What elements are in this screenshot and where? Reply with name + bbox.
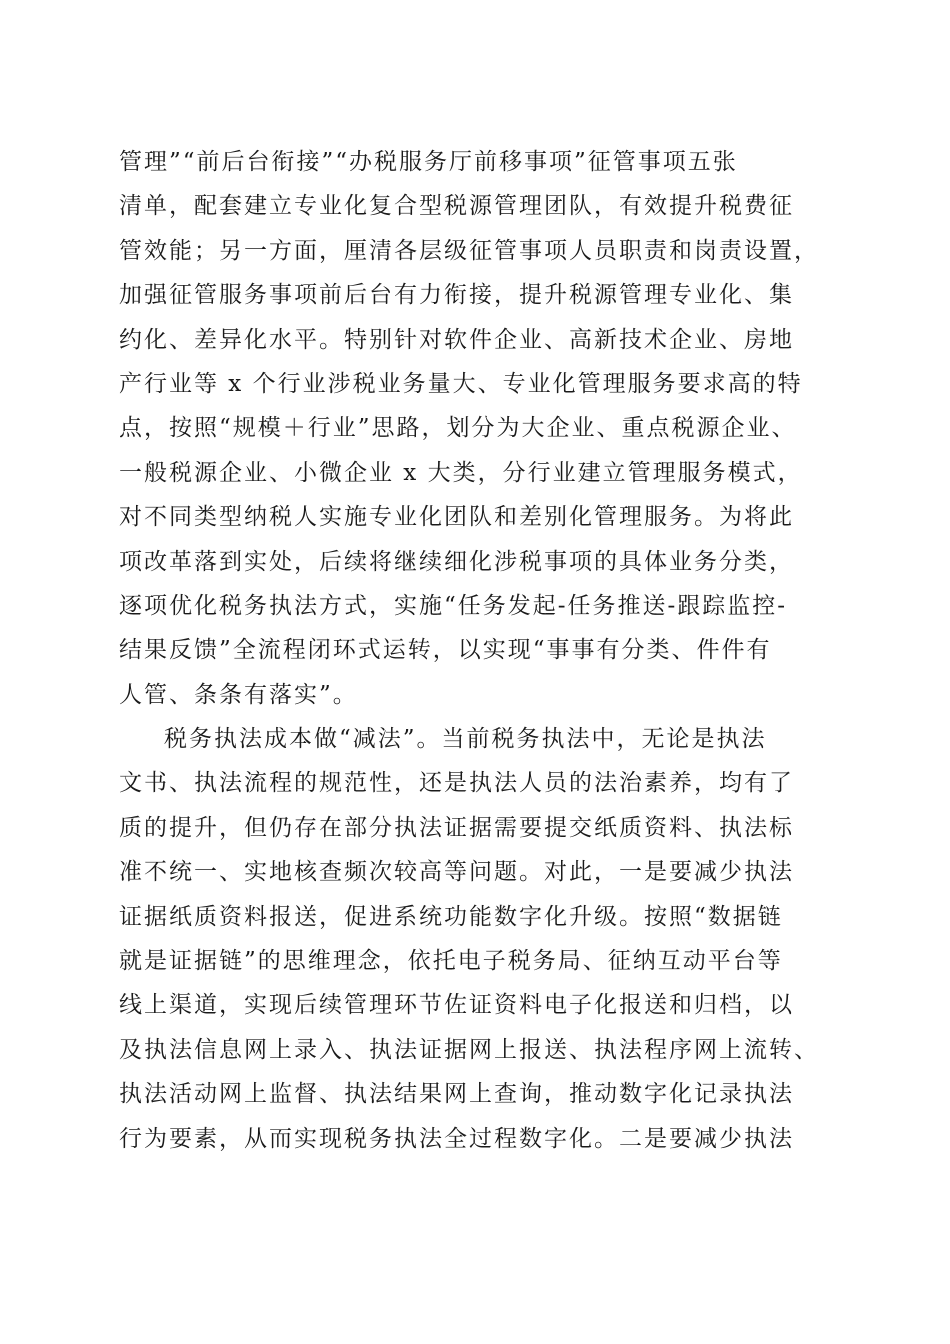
text-line: 就是证据链”的思维理念，依托电子税务局、征纳互动平台等 xyxy=(119,948,783,975)
paragraph-2 xyxy=(119,717,859,1161)
text-line: 逐项优化税务执法方式，实施“任务发起-任务推送-跟踪监控- xyxy=(119,592,788,619)
text-line: 对不同类型纳税人实施专业化团队和差别化管理服务。为将此 xyxy=(119,504,794,531)
text-line: 质的提升，但仍存在部分执法证据需要提交纸质资料、执法标 xyxy=(119,814,794,841)
text-line: 清单，配套建立专业化复合型税源管理团队，有效提升税费征 xyxy=(119,193,794,220)
text-line: 线上渠道，实现后续管理环节佐证资料电子化报送和归档，以 xyxy=(119,992,794,1019)
text-line: 产行业等 x 个行业涉税业务量大、专业化管理服务要求高的特 xyxy=(119,370,803,397)
text-line: 约化、差异化水平。特别针对软件企业、高新技术企业、房地 xyxy=(119,326,794,353)
paragraph-1 xyxy=(119,140,859,717)
text-line: 人管、条条有落实”。 xyxy=(119,681,358,708)
text-line: 管理”“前后台衔接”“办税服务厅前移事项”征管事项五张 xyxy=(119,149,738,175)
text-line: 一般税源企业、小微企业 x 大类，分行业建立管理服务模式， xyxy=(119,459,803,486)
text-line: 管效能；另一方面，厘清各层级征管事项人员职责和岗责设置， xyxy=(119,237,819,264)
document-body xyxy=(119,140,859,1161)
text-line: 加强征管服务事项前后台有力衔接，提升税源管理专业化、集 xyxy=(119,282,794,309)
text-line: 准不统一、实地核查频次较高等问题。对此，一是要减少执法 xyxy=(119,859,794,886)
text-line: 文书、执法流程的规范性，还是执法人员的法治素养，均有了 xyxy=(119,770,794,797)
text-line: 项改革落到实处，后续将继续细化涉税事项的具体业务分类， xyxy=(119,548,794,575)
text-line: 及执法信息网上录入、执法证据网上报送、执法程序网上流转、 xyxy=(119,1036,819,1063)
text-line: 证据纸质资料报送，促进系统功能数字化升级。按照“数据链 xyxy=(119,903,783,930)
text-line: 执法活动网上监督、执法结果网上查询，推动数字化记录执法 xyxy=(119,1081,794,1108)
text-line: 结果反馈”全流程闭环式运转，以实现“事事有分类、件件有 xyxy=(119,637,772,664)
text-line: 行为要素，从而实现税务执法全过程数字化。二是要减少执法 xyxy=(119,1125,794,1152)
text-line: 点，按照“规模＋行业”思路，划分为大企业、重点税源企业、 xyxy=(119,415,797,442)
text-line: 税务执法成本做“减法”。当前税务执法中，无论是执法 xyxy=(164,726,767,753)
